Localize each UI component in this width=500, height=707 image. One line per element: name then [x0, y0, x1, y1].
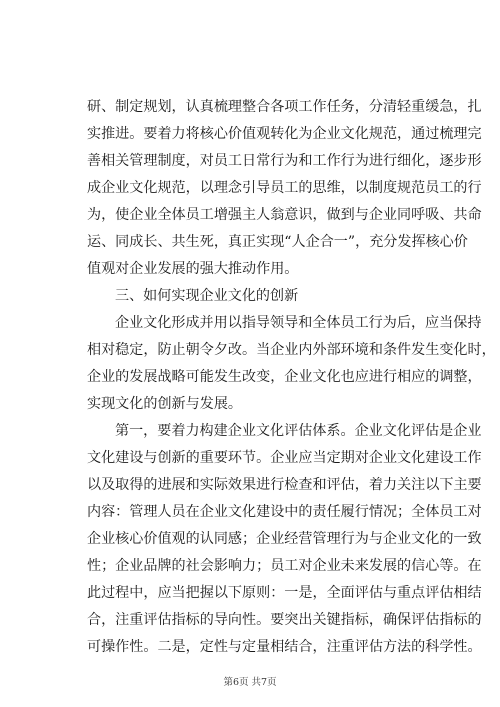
section-heading: 三、如何实现企业文化的创新: [115, 288, 299, 304]
paragraph-line: 实推进。要着力将核心价值观转化为企业文化规范，通过梳理完: [87, 126, 482, 142]
paragraph-line: 内容：管理人员在企业文化建设中的责任履行情况；全体员工对: [87, 504, 482, 520]
paragraph-line: 相对稳定，防止朝令夕改。当企业内外部环境和条件发生变化时，: [87, 342, 496, 358]
page-number-footer: 第6页 共7页: [223, 677, 277, 688]
paragraph-line: 此过程中，应当把握以下原则：一是，全面评估与重点评估相结: [87, 585, 482, 601]
paragraph-line: 为，使企业全体员工增强主人翁意识，做到与企业同呼吸、共命: [87, 207, 482, 223]
paragraph-line: 善相关管理制度，对员工日常行为和工作行为进行细化，逐步形: [87, 153, 482, 169]
paragraph-line: 实现文化的创新与发展。: [87, 396, 243, 412]
paragraph-line: 企业文化形成并用以指导领导和全体员工行为后，应当保持: [115, 315, 482, 331]
paragraph-line: 可操作性。二是，定性与定量相结合，注重评估方法的科学性。: [87, 639, 482, 655]
paragraph-line: 成企业文化规范，以理念引导员工的思维，以制度规范员工的行: [87, 180, 482, 196]
paragraph-line: 企业的发展战略可能发生改变，企业文化也应进行相应的调整，: [87, 369, 482, 385]
paragraph-line: 企业核心价值观的认同感；企业经营管理行为与企业文化的一致: [87, 531, 482, 547]
paragraph-line: 合，注重评估指标的导向性。要突出关键指标，确保评估指标的: [87, 612, 482, 628]
paragraph-line: 研、制定规划，认真梳理整合各项工作任务，分清轻重缓急，扎: [87, 99, 482, 115]
paragraph-line: 文化建设与创新的重要环节。企业应当定期对企业文化建设工作: [87, 450, 482, 466]
paragraph-line: 以及取得的进展和实际效果进行检查和评估，着力关注以下主要: [87, 477, 482, 493]
paragraph-line: 性；企业品牌的社会影响力；员工对企业未来发展的信心等。在: [87, 558, 482, 574]
paragraph-line: 运、同成长、共生死，真正实现“人企合一”，充分发挥核心价: [87, 234, 468, 250]
paragraph-line: 第一，要着力构建企业文化评估体系。企业文化评估是企业: [115, 423, 482, 439]
paragraph-line: 值观对企业发展的强大推动作用。: [87, 261, 299, 277]
